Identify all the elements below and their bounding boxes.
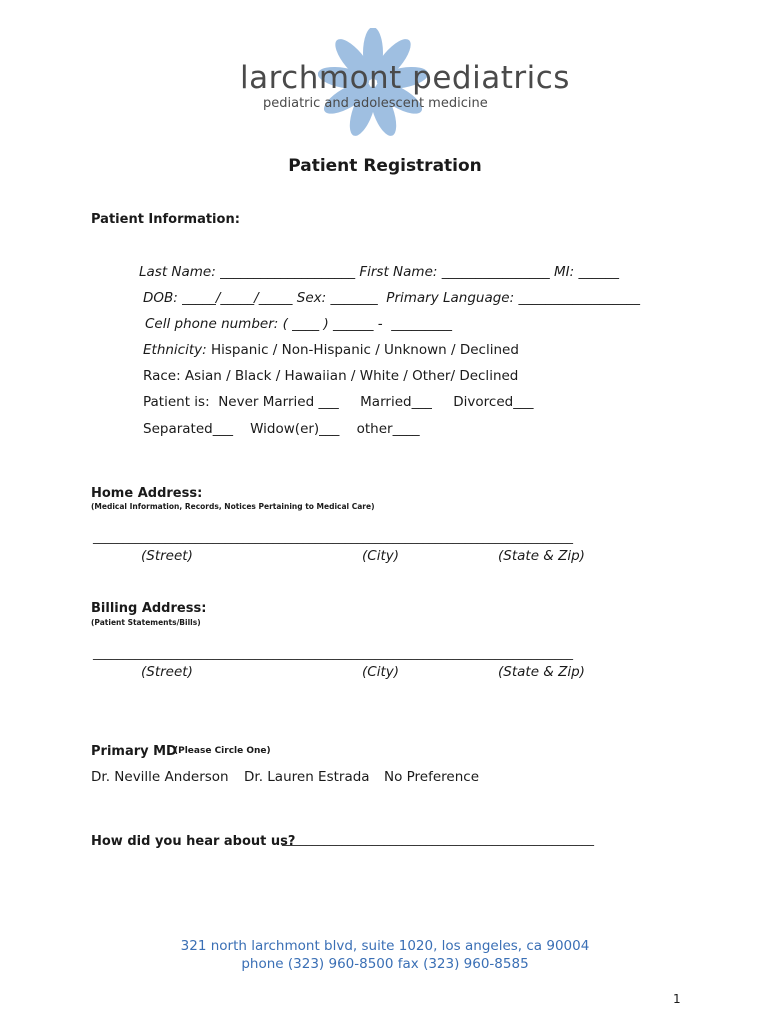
billing-city-label: (City): [362, 664, 399, 680]
primary-md-heading: Primary MD: [91, 744, 177, 759]
race-line: Race: Asian / Black / Hawaiian / White / Other/ Declined: [143, 368, 519, 384]
md-option-no-preference[interactable]: No Preference: [384, 769, 480, 785]
patient-info-heading: Patient Information:: [91, 212, 240, 227]
billing-address-heading: Billing Address:: [91, 601, 207, 616]
referral-label: How did you hear about us?: [91, 834, 296, 849]
marital-status-line: Patient is: Never Married ___ Married___ Divorced___: [143, 394, 534, 410]
home-address-note: (Medical Information, Records, Notices Pertaining to Medical Care): [91, 502, 375, 511]
billing-address-note: (Patient Statements/Bills): [91, 618, 201, 627]
billing-street-label: (Street): [141, 664, 193, 680]
home-address-line: ________________________________________________________________________________: [93, 530, 573, 544]
ethnicity-options: Hispanic / Non-Hispanic / Unknown / Declined: [206, 342, 519, 358]
ethnicity-label: Ethnicity:: [143, 342, 207, 358]
dob-line: DOB: _____/_____/_____ Sex: _______ Primary Language: __________________: [143, 290, 640, 306]
ethnicity-line: [143, 342, 519, 358]
cell-phone-line: Cell phone number: ( ____ ) ______ - _________: [145, 316, 452, 332]
home-city-label: (City): [362, 548, 399, 564]
home-street-label: (Street): [141, 548, 193, 564]
primary-md-note: (Please Circle One): [174, 746, 271, 756]
billing-state-zip-label: (State & Zip): [498, 664, 585, 680]
name-line: Last Name: ____________________ First Name: ________________ MI: ______: [139, 264, 619, 280]
md-option-estrada[interactable]: Dr. Lauren Estrada: [244, 769, 370, 785]
footer-phone: phone (323) 960-8500 fax (323) 960-8585: [241, 956, 529, 972]
billing-address-line: ________________________________________________________________________________: [93, 646, 573, 660]
page-number: 1: [673, 992, 681, 1006]
logo-name: larchmont pediatrics: [240, 60, 570, 96]
page-title: Patient Registration: [288, 156, 482, 176]
logo-tagline: pediatric and adolescent medicine: [263, 96, 488, 111]
home-state-zip-label: (State & Zip): [498, 548, 585, 564]
referral-line: ____________________________________________________: [282, 832, 594, 846]
footer-address: 321 north larchmont blvd, suite 1020, los angeles, ca 90004: [180, 938, 590, 954]
home-address-heading: Home Address:: [91, 486, 203, 501]
marital-status-line-2: Separated___ Widow(er)___ other____: [143, 421, 420, 437]
md-option-anderson[interactable]: Dr. Neville Anderson: [91, 769, 229, 785]
